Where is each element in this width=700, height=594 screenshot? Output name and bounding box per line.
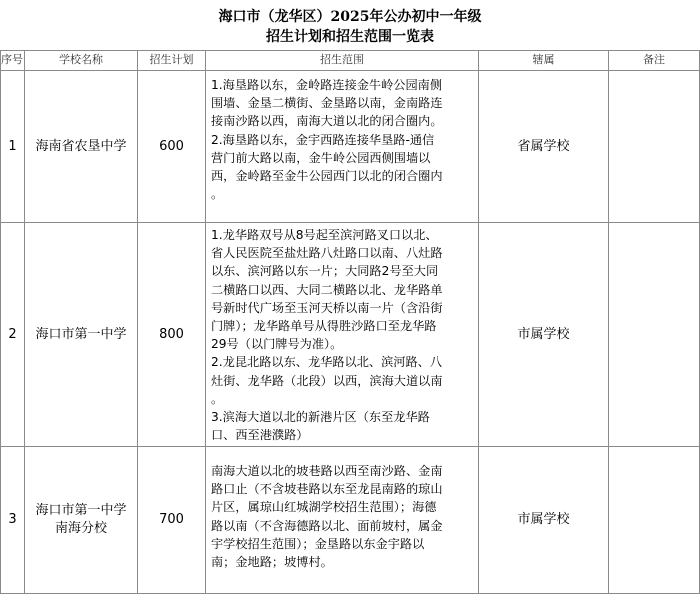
scope-line: 南海大道以北的坡巷路以西至南沙路、金南 [211,464,443,478]
header-plan: 招生计划 [149,53,194,66]
school-name [25,71,137,222]
scope-line: 口、西至港濮路） [211,428,309,443]
enrollment-plan: 800 [159,326,184,342]
row-index: 1 [8,138,17,154]
remark [609,447,699,593]
row-index: 3 [8,512,17,527]
school-name [25,447,137,593]
title-line-2: 招生计划和招生范围一览表 [266,29,434,45]
title-line-1: 海口市（龙华区）2025年公办初中一年级 [218,9,482,25]
scope-line: 1.龙华路双号从8号起至滨河路叉口以北、 [211,228,438,242]
scope-line: 宇学校招生范围）；金垦路以东金宇路以 [211,536,425,551]
scope-line: 接南沙路以西，南海大道以北的闭合圈内。 [211,114,443,129]
enrollment-plan: 600 [159,138,184,154]
scope-line: 营门前大路以南，金牛岭公园西侧围墙以 [211,150,431,165]
header-remark: 备注 [643,53,665,66]
school-name-line: 南海分校 [54,521,107,536]
scope-line: 2.龙昆北路以东、龙华路以北、滨河路、八 [211,355,443,370]
scope-line: 路口止（不含坡巷路以东至龙昆南路的琼山 [211,482,443,497]
scope-line: 2.海垦路以东，金宇西路连接华垦路-通信 [211,132,435,147]
scope-line: 省人民医院至盐灶路八灶路口以南、八灶路 [211,246,443,261]
scope-line: 以东、滨河路以东一片；大同路2号至大同 [211,264,439,279]
affiliation: 市属学校 [517,512,570,527]
scope-line: 。 [211,187,224,202]
header-scope: 招生范围 [320,53,364,66]
scope-line: 。 [211,391,224,406]
enrollment-scope [211,226,477,445]
header-affiliation: 辖属 [532,53,555,66]
scope-line: 号新时代广场至玉河天桥以南一片（含沿街 [211,300,443,315]
remark [609,223,699,446]
enrollment-scope [211,462,477,592]
header-school-name: 学校名称 [59,53,103,66]
header-index: 序号 [1,53,23,66]
scope-line: 西，金岭路至金牛公园西门以北的闭合圈内 [211,169,443,184]
school-name-line: 海口市第一中学 [35,326,127,342]
scope-line: 1.海垦路以东，金岭路连接金牛岭公园南侧 [211,78,443,92]
enrollment-plan: 700 [159,512,184,527]
scope-line: 围墙、金垦二横街、金垦路以南，金南路连 [211,96,443,111]
affiliation: 市属学校 [517,326,570,342]
scope-line: 路以南（不含海德路以北、面前坡村，属金 [211,518,443,533]
school-name-line: 海南省农垦中学 [35,138,127,154]
scope-line: 29号（以门牌号为准）。 [211,337,343,352]
remark [609,71,699,222]
scope-line: 3.滨海大道以北的新港片区（东至龙华路 [211,410,430,425]
scope-line: 南；金地路；坡博村。 [211,555,333,570]
scope-line: 灶街、龙华路（北段）以西，滨海大道以南 [211,373,443,388]
scope-line: 片区，属琼山红城湖学校招生范围）；海德 [211,500,437,515]
row-index: 2 [8,326,17,342]
enrollment-scope [211,76,477,222]
school-name [25,223,137,446]
affiliation: 省属学校 [517,138,570,154]
scope-line: 二横路口以西、大同二横路以北、龙华路单 [211,282,443,297]
school-name-line: 海口市第一中学 [35,503,127,518]
scope-line: 门牌）；龙华路单号从得胜沙路口至龙华路 [211,319,437,334]
